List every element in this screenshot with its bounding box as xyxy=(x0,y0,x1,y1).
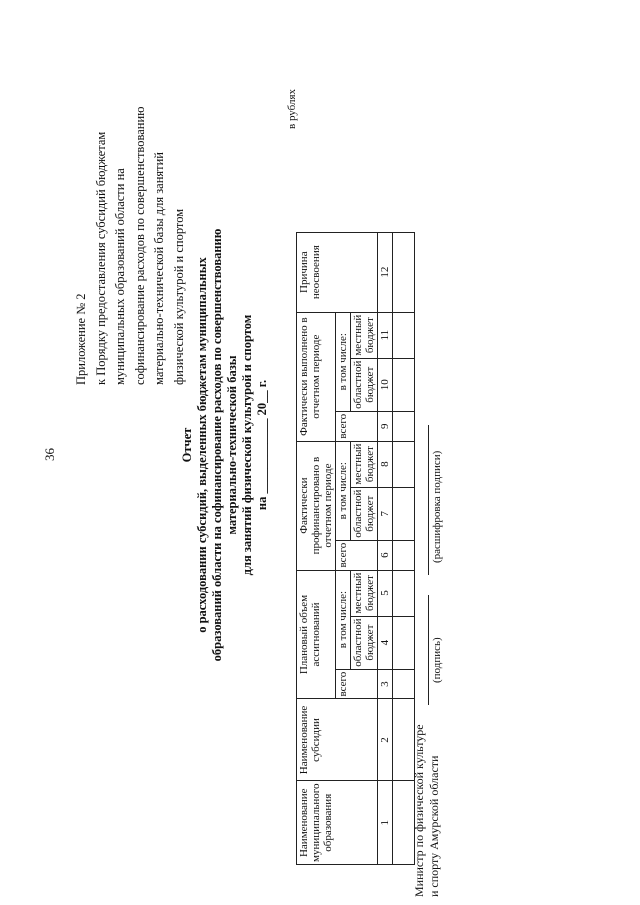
minister-line: и спорту Амурской области xyxy=(427,755,441,897)
header-executed: Фактически выполнено в отчетном периоде xyxy=(297,312,336,441)
header-planned: Плановый объем ассигнований xyxy=(297,570,336,699)
column-number: 6 xyxy=(378,540,393,570)
table-cell xyxy=(393,411,415,441)
appendix-header xyxy=(72,55,189,385)
appendix-line: физической культурой и спортом xyxy=(171,208,186,385)
column-number: 2 xyxy=(378,699,393,781)
header-including: в том числе: xyxy=(336,441,351,540)
column-number: 4 xyxy=(378,616,393,669)
table-cell xyxy=(393,487,415,540)
decryption-label: (расшифровка подписи) xyxy=(431,450,443,563)
header-regional: областной бюджет xyxy=(351,616,378,669)
header-total: всего xyxy=(336,411,378,441)
appendix-line: муниципальных образований области на xyxy=(113,168,127,385)
title-line: образований области на софинансирование расходов по совершенствованию xyxy=(210,228,224,662)
header-local: местный бюджет xyxy=(351,441,378,487)
title-line: для занятий физической культурой и спортом xyxy=(240,314,254,576)
appendix-line: Приложение № 2 xyxy=(74,293,88,385)
header-local: местный бюджет xyxy=(351,312,378,358)
header-regional: областной бюджет xyxy=(351,487,378,540)
header-total: всего xyxy=(336,540,378,570)
header-local: местный бюджет xyxy=(351,570,378,616)
signature-label: (подпись) xyxy=(431,637,443,683)
header-regional: областной бюджет xyxy=(351,358,378,411)
page-number: 36 xyxy=(42,448,57,461)
signature-line xyxy=(428,595,429,705)
table-cell xyxy=(393,616,415,669)
column-number: 9 xyxy=(378,411,393,441)
column-number-row xyxy=(378,232,393,864)
table-cell xyxy=(393,232,415,312)
column-number: 11 xyxy=(378,312,393,358)
title-line: о расходовании субсидий, выделенных бюджетам муниципальных xyxy=(195,257,209,633)
header-municipality: Наименование муниципального образования xyxy=(297,781,378,865)
title-line: материально-технической базы xyxy=(225,355,239,535)
header-including: в том числе: xyxy=(336,570,351,669)
table-cell xyxy=(393,669,415,699)
column-number: 5 xyxy=(378,570,393,616)
decryption-line xyxy=(428,425,429,575)
column-number: 3 xyxy=(378,669,393,699)
header-financed: Фактически профинансировано в отчетном периоде xyxy=(297,441,336,570)
column-number: 8 xyxy=(378,441,393,487)
report-title xyxy=(180,165,270,725)
title-line: Отчет xyxy=(180,427,194,463)
table-cell xyxy=(393,358,415,411)
table-cell xyxy=(393,570,415,616)
title-date-line: на ____________ 20__ г. xyxy=(255,379,269,511)
minister-title xyxy=(412,724,442,897)
appendix-line: софинансирование расходов по совершенствованию xyxy=(132,106,147,385)
header-total: всего xyxy=(336,669,378,699)
header-including: в том числе: xyxy=(336,312,351,411)
table-cell xyxy=(393,540,415,570)
table-cell xyxy=(393,312,415,358)
column-number: 12 xyxy=(378,232,393,312)
column-number: 1 xyxy=(378,781,393,865)
units-label: в рублях xyxy=(286,88,298,129)
appendix-line: материально-технической базы для занятий xyxy=(152,152,166,385)
table-cell xyxy=(393,441,415,487)
report-table xyxy=(296,232,415,865)
minister-line: Министр по физической культуре xyxy=(412,724,426,897)
column-number: 7 xyxy=(378,487,393,540)
header-subsidy: Наименование субсидии xyxy=(297,699,378,781)
column-number: 10 xyxy=(378,358,393,411)
appendix-line: к Порядку предоставления субсидий бюджетам xyxy=(93,131,108,385)
header-reason: Причина неосвоения xyxy=(297,232,378,312)
header-row xyxy=(297,232,336,864)
